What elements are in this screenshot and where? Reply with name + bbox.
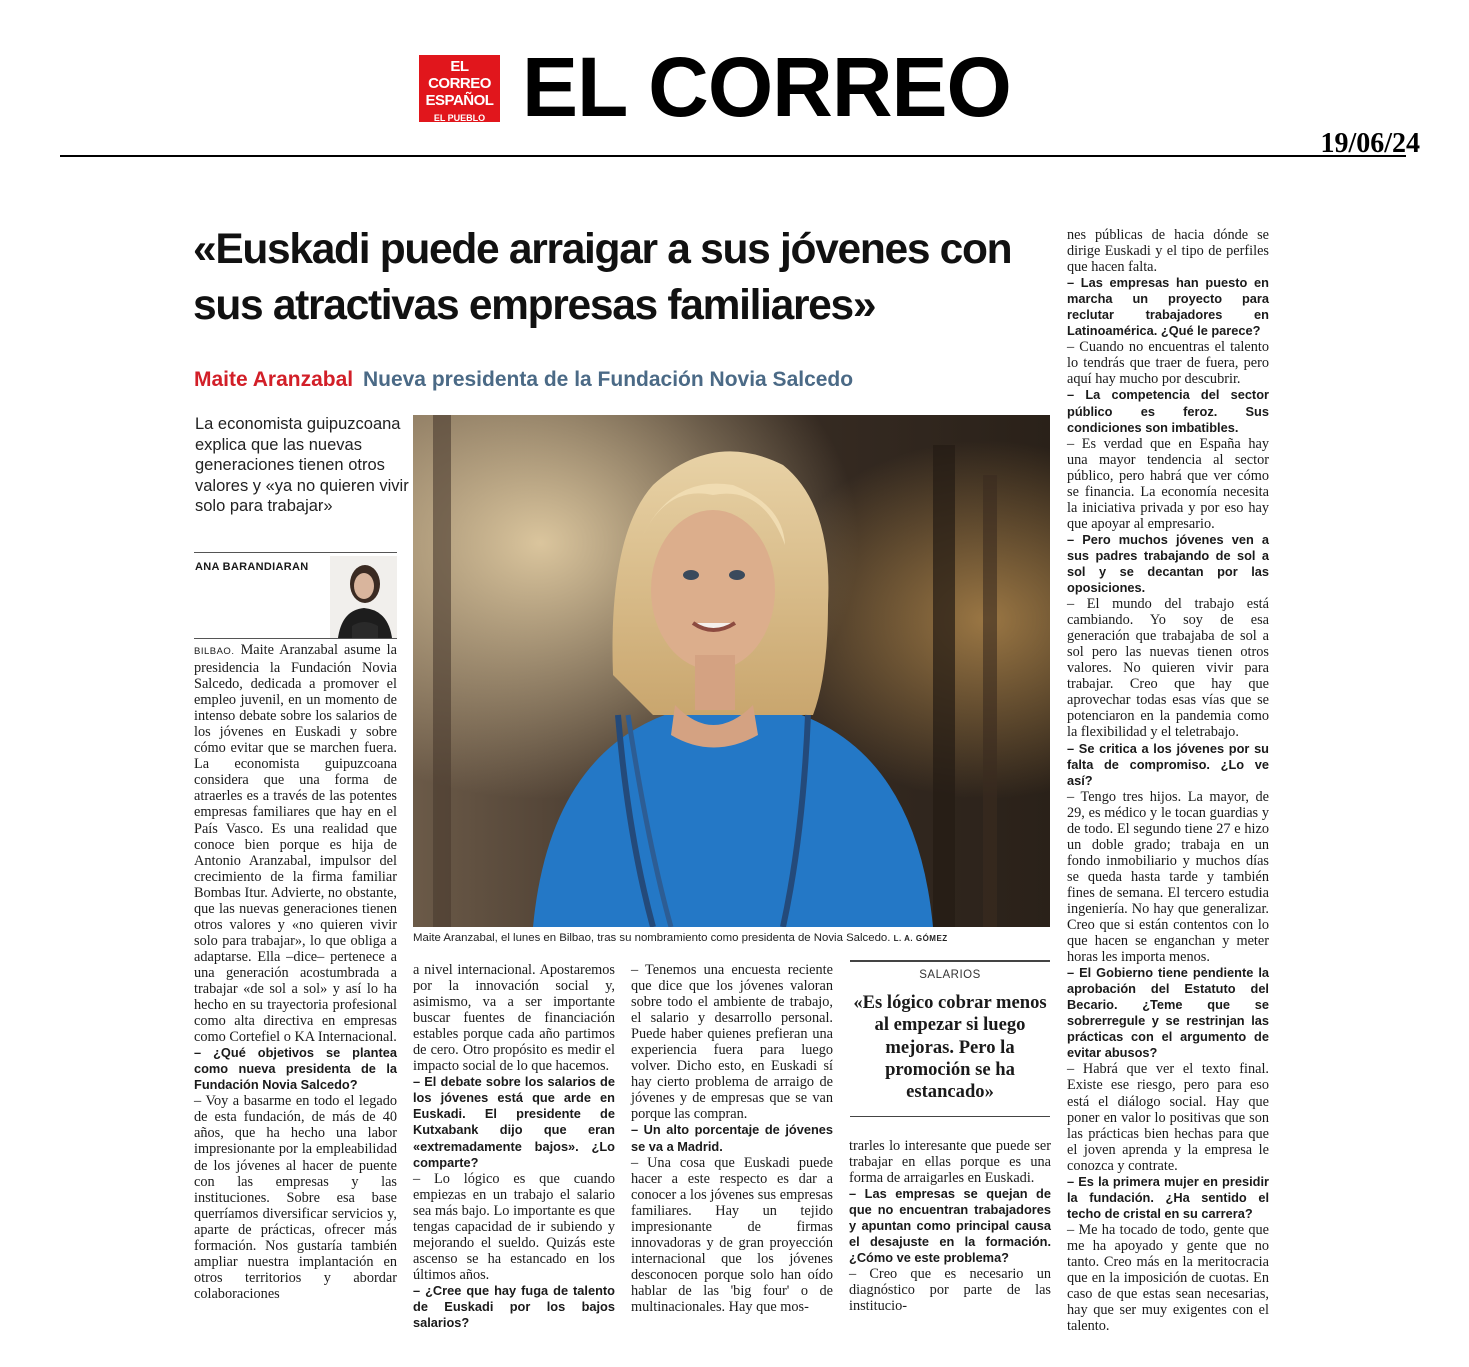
publication-date: 19/06/24 <box>1320 128 1420 159</box>
question-6: – Las empresas han puesto en marcha un proyecto para reclutar trabajadores en Latinoamérica. ¿Qué le parece? <box>1067 275 1269 339</box>
divider <box>194 638 397 639</box>
question-11: – Es la primera mujer en presidir la fundación. ¿Ha sentido el techo de cristal en su carrera? <box>1067 1173 1269 1221</box>
article-column-1 <box>194 642 397 1302</box>
interviewee-line <box>194 366 954 394</box>
answer-8: – El mundo del trabajo está cambiando. Yo soy de esa generación que trabajaba de sol a sol pero las nuevas tienen otros valores. No quieren vivir para trabajar. Creo que hay que aprovechar todas esas vías que se potenciaron en la pandemia como la flexibilidad y el teletrabajo. <box>1067 596 1269 741</box>
answer-4: – Una cosa que Euskadi puede hacer a este respecto es dar a conocer a los jóvenes sus empresas familiares. Hay un tejido impresionante de firmas innovadoras y de gran proyección internacional que los jóvenes desconocen porque solo han oído hablar de las 'big four' o de multinacionales. Hay que mos- <box>631 1154 833 1315</box>
answer-11: – Me ha tocado de todo, gente que me ha apoyado y gente que no tanto. Creo más en la meritocracia que en la imposición de cuotas. En caso de que estas sean necesarias, hay que ser muy exigentes con el talento. <box>1067 1221 1269 1335</box>
article-subtitle: La economista guipuzcoana explica que las nuevas generaciones tienen otros valores y «ya no quieren vivir solo para trabajar» <box>195 415 409 515</box>
badge-line-2: ESPAÑOL <box>425 92 494 109</box>
photo-caption <box>413 931 1053 946</box>
el-correo-espanol-badge <box>419 55 500 137</box>
photo-credit: L. A. GÓMEZ <box>893 934 948 943</box>
portrait-photo <box>413 415 1050 927</box>
question-8: – Pero muchos jóvenes ven a sus padres trabajando de sol a sol y se decantan por las oposiciones. <box>1067 531 1269 596</box>
badge-line-1: EL CORREO <box>428 58 491 92</box>
answer-6: – Cuando no encuentras el talento lo tendrás que traer de fuera, pero aquí hay mucho por descubrir. <box>1067 339 1269 388</box>
article-headline: «Euskadi puede arraigar a sus jóvenes con sus atractivas empresas familiares» <box>193 226 1012 329</box>
article-column-3 <box>631 962 833 1315</box>
answer-5: – Creo que es necesario un diagnóstico por parte de las institucio- <box>849 1266 1051 1315</box>
question-5: – Las empresas se quejan de que no encuentran trabajadores y apuntan como principal causa el desajuste en la formación. ¿Cómo ve este problema? <box>849 1186 1051 1266</box>
pullquote-label: SALARIOS <box>919 969 981 981</box>
answer-9: – Tengo tres hijos. La mayor, de 29, es médico y le tocan guardias y de todo. El segundo tiene 27 e hizo un doble grado; trabaja en un fondo inmobiliario y muchos días se queda hasta tarde y también fines de semana. El tercero estudia ingeniería. No hay que generalizar. Creo que si están contentos con lo que hacen se enganchan y meter horas les importa menos. <box>1067 788 1269 966</box>
masthead-rule <box>60 155 1406 157</box>
question-3: – ¿Cree que hay fuga de talento de Euskadi por los bajos salarios? <box>413 1282 615 1331</box>
badge-line-3: EL PUEBLO VASCO <box>433 113 486 137</box>
question-7: – La competencia del sector público es feroz. Sus condiciones son imbatibles. <box>1067 387 1269 435</box>
answer-7: – Es verdad que en España hay una mayor tendencia al sector público, pero habrá que ver cómo se financia. La economía necesita la iniciativa privada y por eso hay que apoyar al empresario. <box>1067 435 1269 532</box>
article-column-5 <box>1067 227 1269 1334</box>
author-avatar <box>330 556 397 638</box>
answer-2: – Lo lógico es que cuando empiezas en un trabajo el salario sea más bajo. Lo importante es que tengas capacidad de ir subiendo y mejorando el sueldo. Quizás este ascenso se ha estancado en los últimos años. <box>413 1170 615 1283</box>
lead-paragraph <box>194 642 397 1045</box>
answer-4-continued: trarles lo interesante que puede ser trabajar en ellas porque es una forma de arraigarles en Euskadi. <box>849 1138 1051 1187</box>
author-name: ANA BARANDIARAN <box>195 561 309 573</box>
answer-1: – Voy a basarme en todo el legado de esta fundación, de más de 40 años, que ha hecho una labor impresionante por la empleabilidad de los jóvenes al hacer de puente con las empresas y las instituciones. Sobre esa base querríamos diversificar servicios y, aparte de prácticas, ofrecer más formación. Nos gustaría también ampliar nuestra implantación en otros territorios y abordar colaboraciones <box>194 1093 397 1302</box>
masthead-title: EL CORREO <box>522 40 1011 134</box>
question-9: – Se critica a los jóvenes por su falta de compromiso. ¿Lo ve así? <box>1067 740 1269 788</box>
article-column-4 <box>849 1138 1051 1315</box>
question-2: – El debate sobre los salarios de los jóvenes está que arde en Euskadi. El presidente de Kutxabank dijo que eran «extremadamente bajos». ¿Lo comparte? <box>413 1074 615 1170</box>
interviewee-role: Nueva presidenta de la Fundación Novia Salcedo <box>362 368 854 391</box>
answer-3: – Tenemos una encuesta reciente que dice que los jóvenes valoran sobre todo el ambiente de trabajo, el salario y desarrollo personal. Puede haber quienes prefieran una experiencia fuera para luego volver. Dicho esto, en Euskadi sí hay cierto problema de arraigo de jóvenes y de empresas que se van porque las compran. <box>631 962 833 1123</box>
article-column-2 <box>413 962 615 1331</box>
answer-5-continued: nes públicas de hacia dónde se dirige Euskadi y el tipo de perfiles que hacen falta. <box>1067 227 1269 276</box>
interviewee-name: Maite Aranzabal <box>194 368 354 391</box>
divider <box>194 552 397 553</box>
question-10: – El Gobierno tiene pendiente la aprobación del Estatuto del Becario. ¿Teme que se sobrerregule y se restrinjan las prácticas con el argumento de evitar abusos? <box>1067 965 1269 1061</box>
caption-text: Maite Aranzabal, el lunes en Bilbao, tras su nombramiento como presidenta de Novia Salcedo. <box>413 932 891 944</box>
pullquote-rule-top <box>850 960 1050 962</box>
answer-1-continued: a nivel internacional. Apostaremos por la innovación social y, asimismo, va a ser importante buscar fuentes de financiación estables porque cada año partimos de cero. Otro propósito es medir el impacto social de lo que hacemos. <box>413 962 615 1075</box>
pullquote-text: «Es lógico cobrar menos al empezar si luego mejoras. Pero la promoción se ha estancado» <box>853 992 1047 1103</box>
pullquote-rule-bottom <box>850 1116 1050 1117</box>
question-4: – Un alto porcentaje de jóvenes se va a Madrid. <box>631 1122 833 1154</box>
lead-text: Maite Aranzabal asume la presidencia la Fundación Novia Salcedo, dedicada a promover el empleo juvenil, en un momento de intenso debate sobre los salarios de los jóvenes en Euskadi y sobre cómo evitar que se marchen fuera. La economista guipuzcoana considera que una forma de atraerles es a través de las potentes empresas familiares que hay en el País Vasco. Es una realidad que conoce bien porque es hija de Antonio Aranzabal, impulsor del crecimiento de la firma familiar Bombas Itur. Advierte, no obstante, que las nuevas generaciones tienen otros valores y «no quieren vivir solo para trabajar», lo que obliga a adaptarse. Ella –dice– pertenece a una generación acostumbrada a trabajar «de sol a sol» y así lo ha hecho en su trayectoria profesional como alta directiva en empresas como Cortefiel o KA Internacional. <box>194 642 397 1046</box>
answer-10: – Habrá que ver el texto final. Existe ese riesgo, pero para eso está el diálogo social. Hay que poner en valor lo positivas que son las prácticas bien hechas para que el joven aprenda y la empresa le conozca y contrate. <box>1067 1061 1269 1174</box>
question-1: – ¿Qué objetivos se plantea como nueva presidenta de la Fundación Novia Salcedo? <box>194 1045 397 1093</box>
dateline-city: BILBAO. <box>194 646 235 657</box>
